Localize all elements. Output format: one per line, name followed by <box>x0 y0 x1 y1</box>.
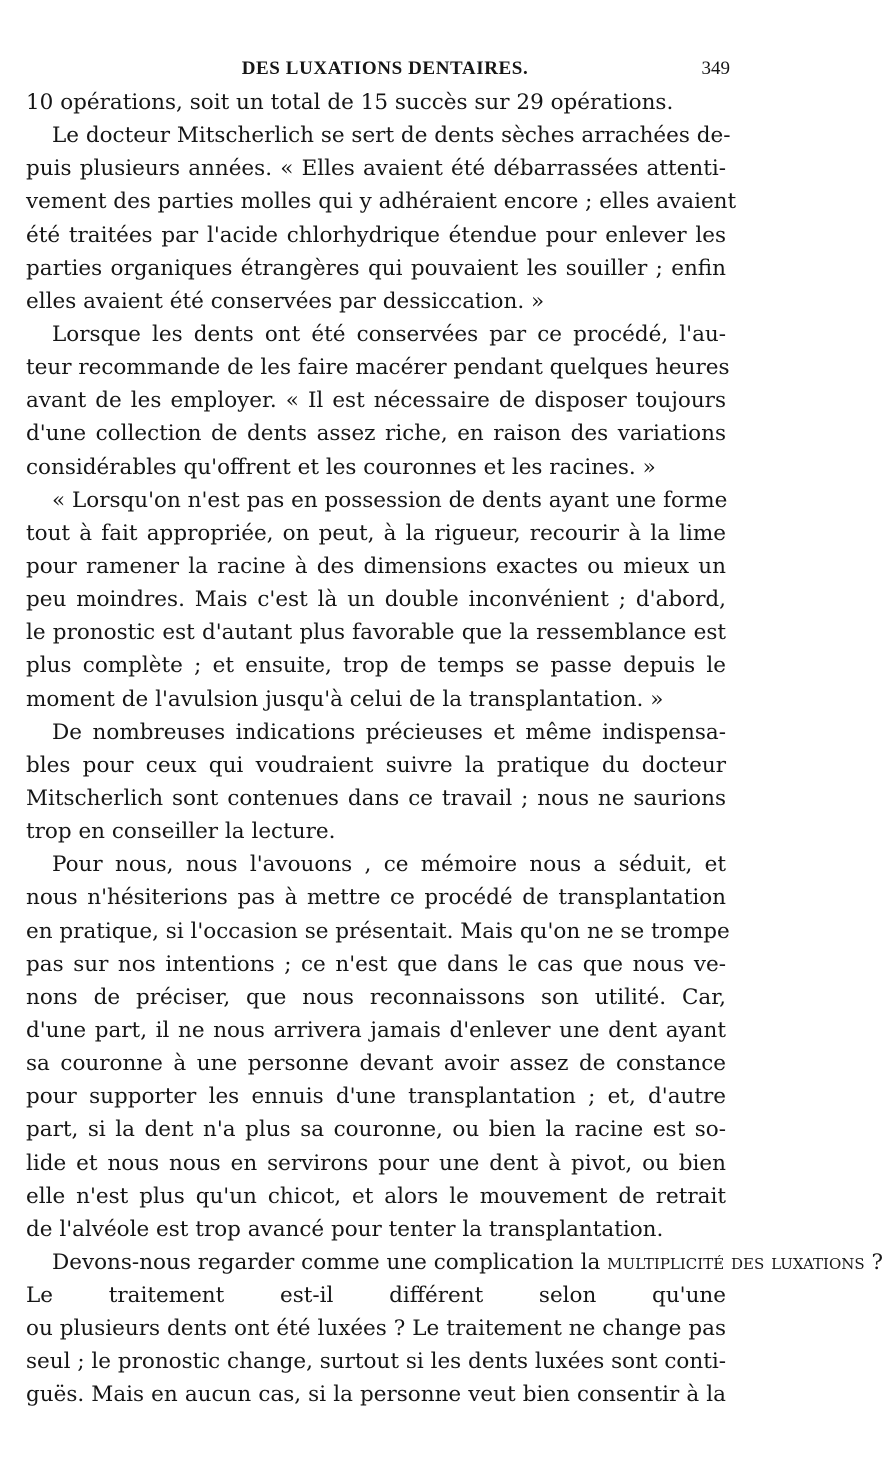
text-line <box>26 1147 726 1180</box>
text-line-content: d'une part, il ne nous arrivera jamais d'enlever une dent ayant <box>26 1017 726 1043</box>
text-line <box>26 583 726 616</box>
text-line-content: sa couronne à une personne devant avoir assez de constance <box>26 1051 726 1077</box>
running-title: DES LUXATIONS DENTAIRES. <box>241 58 529 79</box>
text-line-content: elles avaient été conservées par dessiccation. » <box>26 288 545 314</box>
text-line <box>26 484 726 517</box>
text-line <box>26 417 726 450</box>
text-line <box>26 1047 726 1080</box>
text-line-content: tout à fait appropriée, on peut, à la rigueur, recourir à la lime <box>26 520 726 546</box>
text-line <box>26 782 726 815</box>
text-line <box>26 649 726 682</box>
text-line <box>26 219 726 252</box>
text-line <box>26 119 731 152</box>
text-line <box>26 848 726 881</box>
page-number: 349 <box>701 58 730 79</box>
text-line <box>26 616 726 649</box>
text-line <box>26 683 726 716</box>
text-line-content: pour supporter les ennuis d'une transplantation ; et, d'autre <box>26 1084 726 1110</box>
text-line-content: Devons-nous regarder comme une complication la <box>52 1249 608 1275</box>
text-line <box>26 1213 726 1246</box>
text-line-content: pas sur nos intentions ; ce n'est que dans le cas que nous ve- <box>26 951 726 977</box>
text-line <box>26 1014 726 1047</box>
text-line-content: puis plusieurs années. « Elles avaient été débarrassées attenti- <box>26 156 726 182</box>
text-line <box>26 1378 726 1411</box>
text-line <box>26 86 726 119</box>
text-line-content: été traitées par l'acide chlorhydrique étendue pour enlever les <box>26 222 726 248</box>
small-caps-phrase: multiplicité des luxations <box>607 1249 865 1275</box>
text-line-content: nons de préciser, que nous reconnaissons son utilité. Car, <box>26 984 726 1010</box>
text-line-content: considérables qu'offrent et les couronnes et les racines. » <box>26 454 656 480</box>
text-line-content: Pour nous, nous l'avouons , ce mémoire nous a séduit, et <box>52 852 726 878</box>
text-line <box>26 517 726 550</box>
text-line <box>26 1113 726 1146</box>
text-line <box>26 716 726 749</box>
text-line-content: pour ramener la racine à des dimensions exactes ou mieux un <box>26 553 726 579</box>
text-line <box>26 185 737 218</box>
text-line-tail: ? <box>864 1249 883 1275</box>
text-line-content: De nombreuses indications précieuses et même indispensa- <box>52 719 726 745</box>
text-line-content: nous n'hésiterions pas à mettre ce procédé de transplantation <box>26 885 726 911</box>
text-line-content: Lorsque les dents ont été conservées par ce procédé, l'au- <box>52 321 726 347</box>
text-line <box>26 351 730 384</box>
text-line-content: Mitscherlich sont contenues dans ce travail ; nous ne saurions <box>26 785 726 811</box>
text-line <box>26 451 726 484</box>
text-line <box>26 252 726 285</box>
text-line <box>26 550 726 583</box>
text-line <box>26 152 726 185</box>
page-header <box>40 54 730 84</box>
text-line-content: de l'alvéole est trop avancé pour tenter la transplantation. <box>26 1216 664 1242</box>
text-line <box>26 948 726 981</box>
text-line <box>26 1080 726 1113</box>
text-line <box>26 384 726 417</box>
text-line-content: part, si la dent n'a plus sa couronne, ou bien la racine est so- <box>26 1117 726 1143</box>
text-line-content: plus complète ; et ensuite, trop de temps se passe depuis le <box>26 653 726 679</box>
text-line-content: Le docteur Mitscherlich se sert de dents sèches arrachées de- <box>52 123 731 149</box>
text-line <box>26 318 726 351</box>
text-line-content: seul ; le pronostic change, surtout si les dents luxées sont conti- <box>26 1349 726 1375</box>
text-line-content: teur recommande de les faire macérer pendant quelques heures <box>26 355 730 381</box>
text-line-content: ou plusieurs dents ont été luxées ? Le traitement ne change pas <box>26 1316 726 1342</box>
text-line-content: « Lorsqu'on n'est pas en possession de dents ayant une forme <box>52 487 728 513</box>
text-line-content: avant de les employer. « Il est nécessaire de disposer toujours <box>26 388 726 414</box>
text-line <box>26 749 726 782</box>
text-line-content: le pronostic est d'autant plus favorable que la ressemblance est <box>26 620 726 646</box>
text-line <box>26 1345 726 1378</box>
text-line <box>26 981 726 1014</box>
text-line <box>26 1279 726 1312</box>
text-line-content: moment de l'avulsion jusqu'à celui de la transplantation. » <box>26 686 664 712</box>
text-line-content: peu moindres. Mais c'est là un double inconvénient ; d'abord, <box>26 587 726 613</box>
text-line-content: trop en conseiller la lecture. <box>26 819 336 845</box>
text-line-content: bles pour ceux qui voudraient suivre la pratique du docteur <box>26 752 726 778</box>
text-line <box>26 881 726 914</box>
text-line-content: guës. Mais en aucun cas, si la personne veut bien consentir à la <box>26 1382 726 1408</box>
text-line <box>26 285 726 318</box>
text-line-content: en pratique, si l'occasion se présentait. Mais qu'on ne se trompe <box>26 918 730 944</box>
text-line <box>26 1312 726 1345</box>
body-text <box>26 86 883 1412</box>
text-line-content: vement des parties molles qui y adhéraient encore ; elles avaient <box>26 189 737 215</box>
text-line-content: d'une collection de dents assez riche, en raison des variations <box>26 421 726 447</box>
text-line-content: Le traitement est-il différent selon qu'une <box>26 1283 726 1309</box>
text-line <box>26 915 730 948</box>
text-line <box>26 1180 726 1213</box>
text-line-content: lide et nous nous en servirons pour une dent à pivot, ou bien <box>26 1150 726 1176</box>
text-line <box>26 1246 883 1279</box>
text-line-content: 10 opérations, soit un total de 15 succès sur 29 opérations. <box>26 90 674 115</box>
text-line <box>26 815 726 848</box>
text-line-content: parties organiques étrangères qui pouvaient les souiller ; enfin <box>26 255 726 281</box>
text-line-content: elle n'est plus qu'un chicot, et alors le mouvement de retrait <box>26 1183 726 1209</box>
